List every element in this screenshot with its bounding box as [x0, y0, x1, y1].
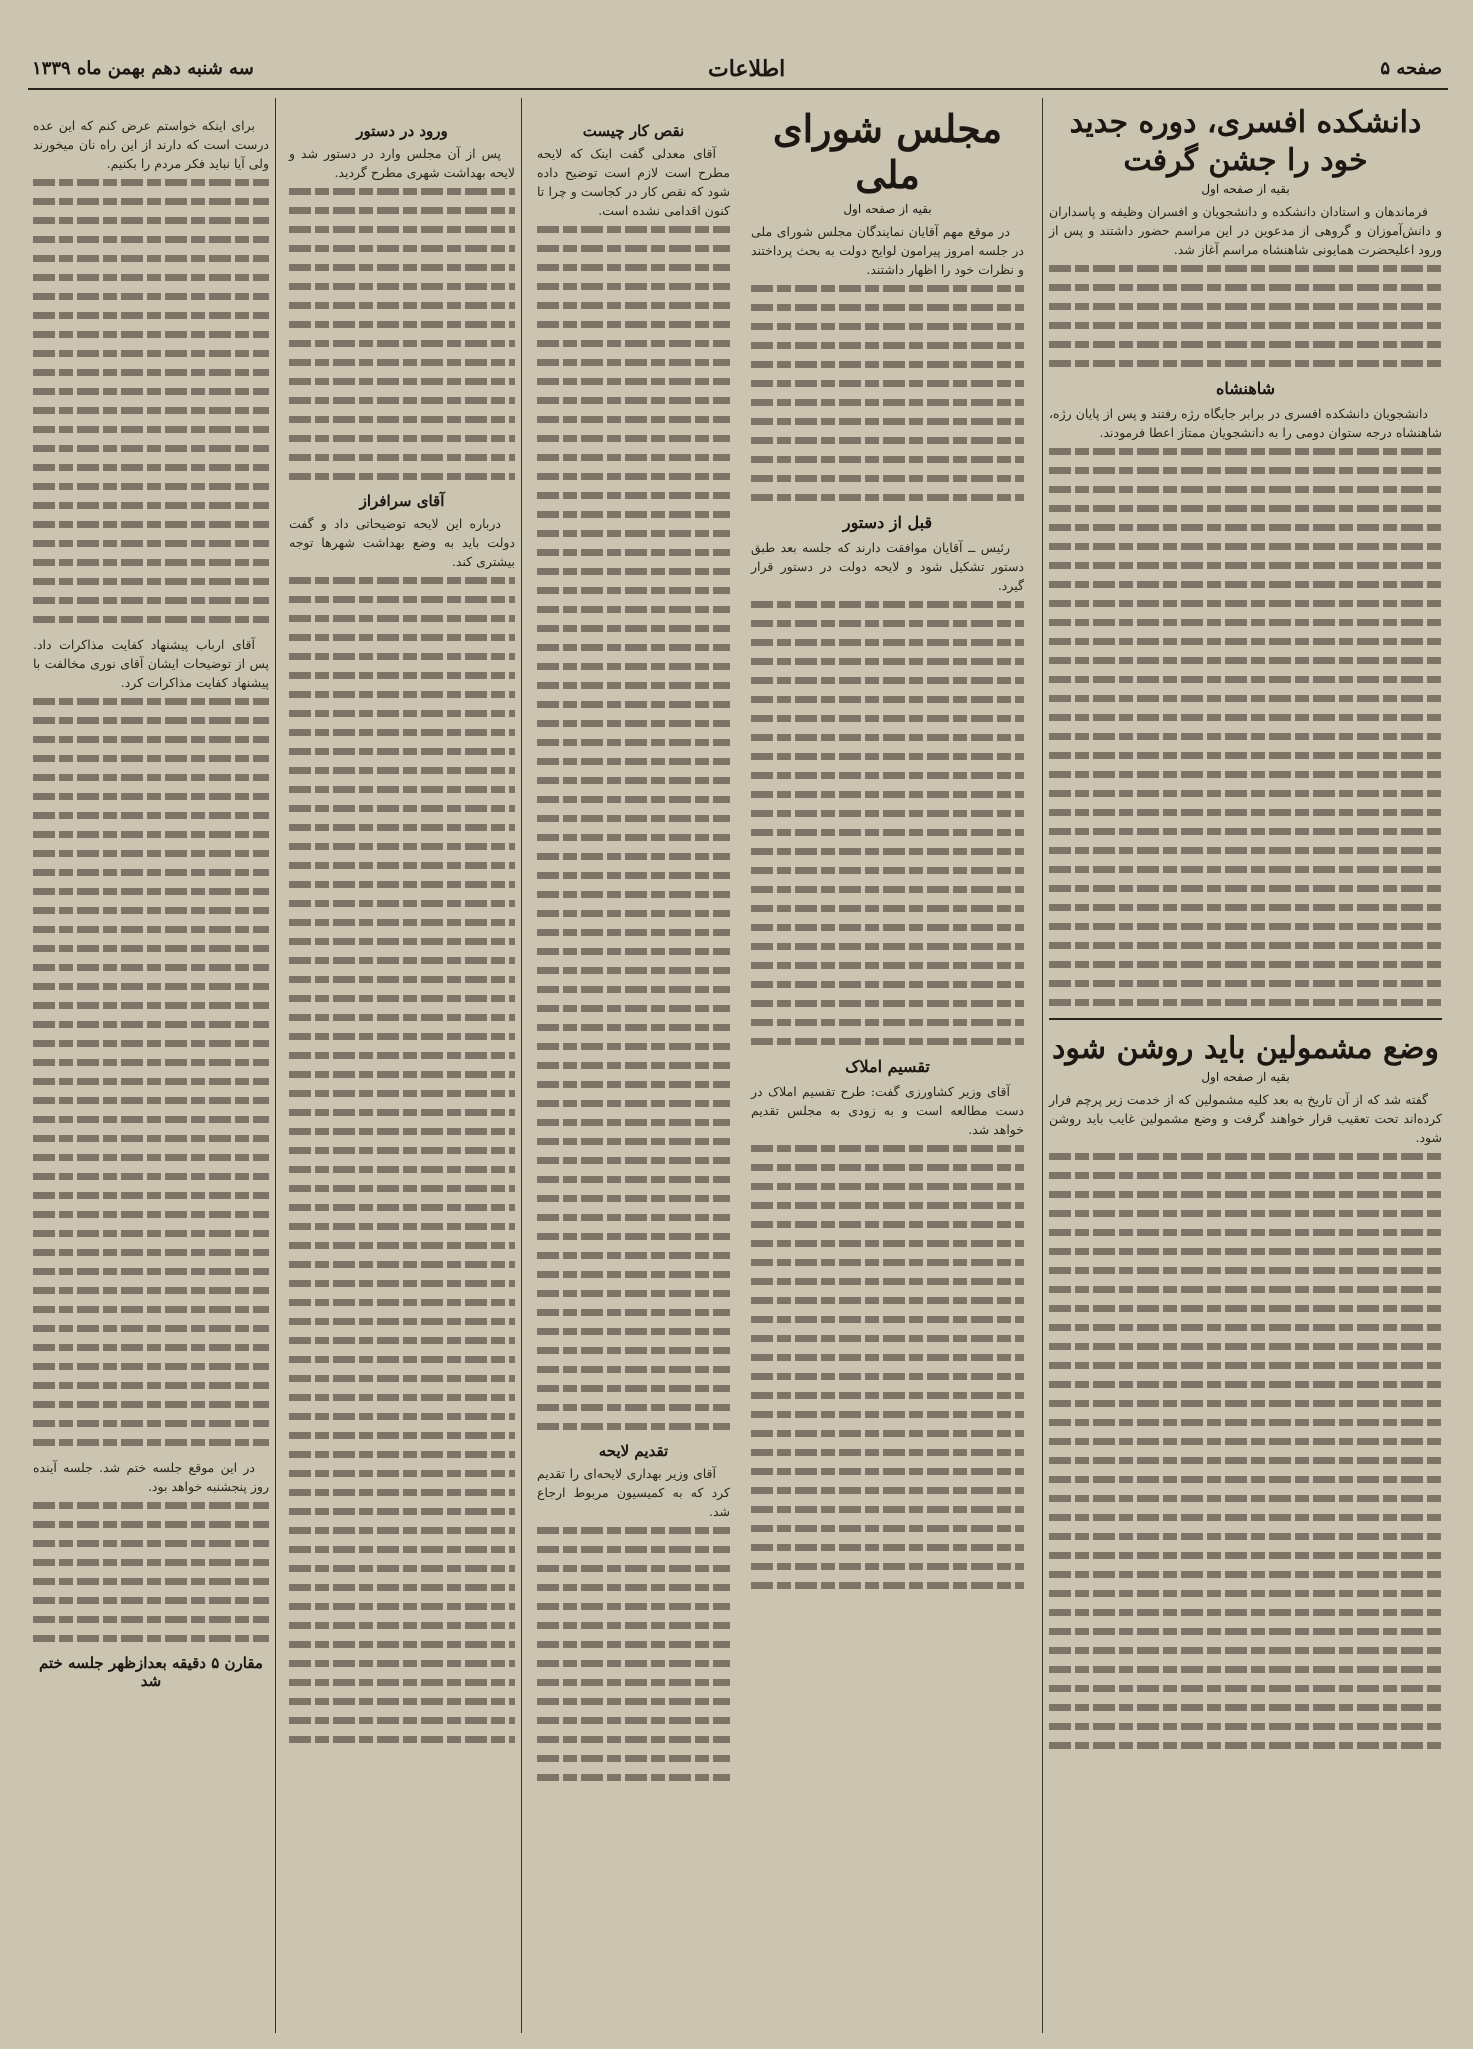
print-lines: [531, 1527, 736, 1781]
article-body: [27, 116, 275, 173]
column-debate: [27, 98, 276, 2033]
headline-parliament: مجلس شورای ملی: [772, 106, 1003, 197]
subhead-problem: نقص کار چیست: [582, 122, 685, 140]
paragraph: فرماندهان و استادان دانشکده و دانشجویان و افسران وظیفه و پاسداران و دانش‌آموزان و گروهی از مدعوین در این مراسم حضور داشتند و پس از ورود اعلیحضرت همایونی شاهنشاه مراسم آغاز شد.: [1049, 204, 1442, 257]
paragraph: برای اینکه خواستم عرض کنم که این عده درست است که دارند از این راه نان میخورند ولی آیا نباید فکر مردم را بکنیم.: [33, 118, 269, 171]
column-problem: [531, 98, 736, 2033]
paragraph: آقای معدلی گفت اینک که لایحه مطرح است لازم است توضیح داده شود که نقص کار در کجاست و چرا تا کنون اقدامی نشده است.: [537, 146, 730, 218]
article-body: [283, 144, 521, 182]
paragraph: رئیس ــ آقایان موافقت دارند که جلسه بعد طبق دستور تشکیل شود و لایحه دولت در دستور قرار گیرد.: [751, 540, 1024, 593]
page-number: صفحه ۵: [1380, 58, 1442, 79]
paragraph: در موقع مهم آقایان نمایندگان مجلس شورای ملی در جلسه امروز پیرامون لوایح دولت به بحث پرداختند و نظرات خود را اظهار داشتند.: [751, 224, 1024, 277]
article-body: [745, 538, 1030, 595]
issue-date: سه شنبه دهم بهمن ماه ۱۳۳۹: [32, 58, 254, 79]
continued-note: بقیه از صفحه اول: [1201, 1070, 1290, 1084]
article-body: [1043, 202, 1448, 259]
print-lines: [27, 1502, 275, 1642]
paragraph: گفته شد که از آن تاریخ به بعد کلیه مشمولین که از خدمت زیر پرچم فرار کرده‌اند تحت تعقیب قرار خواهند گرفت و وضع مشمولین غایب باید روشن شود.: [1049, 1092, 1442, 1145]
article-body: [1043, 1090, 1448, 1147]
newspaper-page: [28, 58, 1448, 2033]
paragraph: دانشجویان دانشکده افسری در برابر جایگاه رژه رفتند و پس از پایان رژه، شاهنشاه درجه ستوان دومی را به دانشجویان ممتاز اعطا فرمودند.: [1049, 406, 1442, 440]
article-body: [27, 1458, 275, 1496]
column-officers-college: [1042, 98, 1448, 2033]
paragraph: درباره این لایحه توضیحاتی داد و گفت دولت باید به وضع بهداشت شهرها توجه بیشتری کند.: [289, 516, 515, 569]
subhead-shahanshah: شاهنشاه: [1215, 379, 1276, 398]
print-lines: [27, 179, 275, 623]
article-body: [531, 144, 736, 220]
print-lines: [1043, 1153, 1448, 1749]
paragraph: آقای وزیر کشاورزی گفت: طرح تقسیم املاک در دست مطالعه است و به زودی به مجلس تقدیم خواهد شد.: [751, 1084, 1024, 1137]
print-lines: [745, 1145, 1030, 1589]
headline-officers-college: دانشکده افسری، دوره جدید خود را جشن گرفت: [1069, 105, 1422, 178]
continued-note: بقیه از صفحه اول: [843, 202, 932, 216]
print-lines: [1043, 265, 1448, 367]
article-body: [745, 222, 1030, 279]
column-agenda: [283, 98, 522, 2033]
paragraph: پس از آن مجلس وارد در دستور شد و لایحه بهداشت شهری مطرح گردید.: [289, 146, 515, 180]
newspaper-name: اطلاعات: [708, 56, 786, 82]
section-divider: [1049, 1018, 1442, 1020]
paragraph: آقای وزیر بهداری لایحه‌ای را تقدیم کرد که به کمیسیون مربوط ارجاع شد.: [537, 1466, 730, 1519]
print-lines: [745, 601, 1030, 1045]
paragraph: آقای ارباب پیشنهاد کفایت مذاکرات داد. پس از توضیحات ایشان آقای نوری مخالفت با پیشنهاد کفایت مذاکرات کرد.: [33, 637, 269, 690]
print-lines: [531, 226, 736, 1430]
print-lines: [283, 188, 521, 480]
article-body: [1043, 404, 1448, 442]
subhead-speaker: آقای سرافراز: [359, 492, 445, 510]
subhead-before-agenda: قبل از دستور: [842, 513, 933, 532]
subhead-agenda: ورود در دستور: [356, 122, 448, 140]
print-lines: [745, 285, 1030, 501]
session-close-note: مقارن ۵ دقیقه بعدازظهر جلسه ختم شد: [39, 1654, 263, 1690]
article-body: [27, 635, 275, 692]
paragraph: در این موقع جلسه ختم شد. جلسه آینده روز پنجشنبه خواهد بود.: [33, 1460, 269, 1494]
article-body: [745, 1082, 1030, 1139]
article-body: [531, 1464, 736, 1521]
article-body: [283, 514, 521, 571]
headline-conscripts: وضع مشمولین باید روشن شود: [1052, 1031, 1439, 1066]
continued-note: بقیه از صفحه اول: [1201, 182, 1290, 196]
print-lines: [27, 698, 275, 1446]
subhead-land-distribution: تقسیم املاک: [845, 1057, 930, 1076]
print-lines: [283, 577, 521, 1743]
print-lines: [1043, 448, 1448, 1006]
subhead-bill-submission: تقدیم لایحه: [598, 1442, 669, 1460]
column-parliament: [745, 98, 1030, 2033]
